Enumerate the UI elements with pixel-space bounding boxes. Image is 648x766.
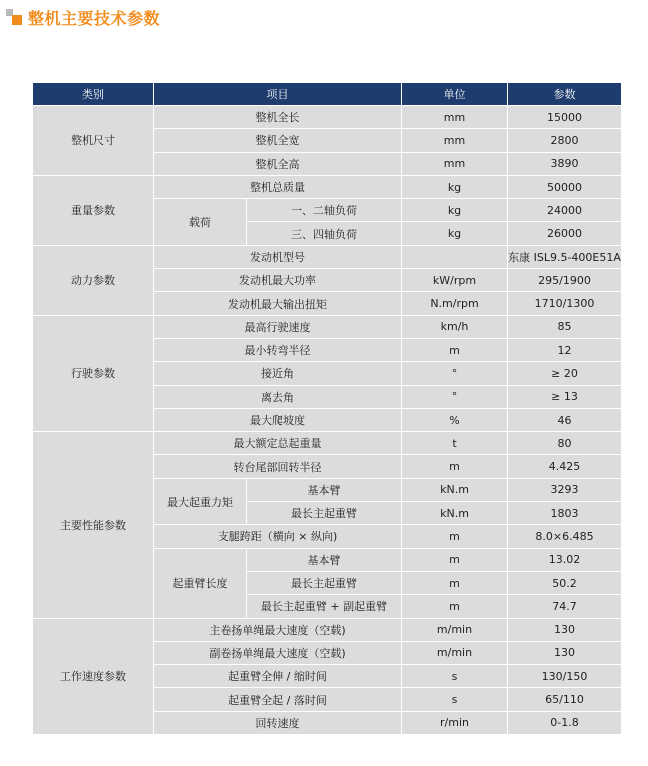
unit-cell: m [402,548,508,571]
item-cell: 整机全高 [154,152,402,175]
table-row [33,618,622,641]
unit-cell: kN.m [402,502,508,525]
item-cell: 最小转弯半径 [154,338,402,361]
unit-cell: kg [402,175,508,198]
page-title [6,6,160,28]
category-cell: 行驶参数 [33,315,154,431]
item-cell: 发动机最大输出扭矩 [154,292,402,315]
value-cell: 3293 [508,478,622,501]
value-cell: 80 [508,432,622,455]
item-cell: 支腿跨距（横向 × 纵向) [154,525,402,548]
item-cell: 最长主起重臂 [247,571,402,594]
item-cell: 回转速度 [154,711,402,734]
value-cell: 8.0×6.485 [508,525,622,548]
subgroup-cell: 载荷 [154,199,247,246]
category-cell: 重量参数 [33,175,154,245]
header-value: 参数 [508,83,622,106]
value-cell: 130 [508,641,622,664]
value-cell: 130 [508,618,622,641]
table-row [33,106,622,129]
unit-cell: s [402,688,508,711]
page-title-text: 整机主要技术参数 [28,8,161,28]
item-cell: 发动机型号 [154,245,402,268]
unit-cell: kN.m [402,478,508,501]
header-category: 类别 [33,83,154,106]
header-item: 项目 [154,83,402,106]
unit-cell: m [402,338,508,361]
unit-cell: mm [402,152,508,175]
value-cell: 65/110 [508,688,622,711]
unit-cell: m [402,525,508,548]
item-cell: 最长主起重臂 [247,502,402,525]
category-cell: 整机尺寸 [33,106,154,176]
value-cell: 50.2 [508,571,622,594]
unit-cell: r/min [402,711,508,734]
table-row [33,315,622,338]
value-cell: 295/1900 [508,269,622,292]
unit-cell: mm [402,106,508,129]
item-cell: 接近角 [154,362,402,385]
table-header-row [33,83,622,106]
header-unit: 单位 [402,83,508,106]
subgroup-cell: 最大起重力矩 [154,478,247,525]
value-cell: 130/150 [508,665,622,688]
item-cell: 最大爬坡度 [154,408,402,431]
title-bullet-icon [6,9,24,25]
value-cell: 74.7 [508,595,622,618]
value-cell: 50000 [508,175,622,198]
item-cell: 离去角 [154,385,402,408]
item-cell: 整机全宽 [154,129,402,152]
unit-cell: t [402,432,508,455]
item-cell: 转台尾部回转半径 [154,455,402,478]
item-cell: 主卷扬单绳最大速度（空载) [154,618,402,641]
unit-cell: kg [402,222,508,245]
unit-cell: m [402,595,508,618]
unit-cell: kg [402,199,508,222]
value-cell: 东康 ISL9.5-400E51A [508,245,622,268]
value-cell: 1710/1300 [508,292,622,315]
value-cell: 13.02 [508,548,622,571]
item-cell: 起重臂全伸 / 缩时间 [154,665,402,688]
value-cell: ≥ 13 [508,385,622,408]
item-cell: 最长主起重臂 + 副起重臂 [247,595,402,618]
item-cell: 基本臂 [247,478,402,501]
unit-cell: m/min [402,641,508,664]
value-cell: 85 [508,315,622,338]
unit-cell: ° [402,362,508,385]
item-cell: 整机全长 [154,106,402,129]
spec-table [32,82,622,735]
item-cell: 三、四轴负荷 [247,222,402,245]
table-row [33,175,622,198]
item-cell: 最高行驶速度 [154,315,402,338]
unit-cell [402,245,508,268]
unit-cell: ° [402,385,508,408]
value-cell: 4.425 [508,455,622,478]
unit-cell: s [402,665,508,688]
item-cell: 起重臂全起 / 落时间 [154,688,402,711]
unit-cell: m [402,571,508,594]
table-row [33,245,622,268]
item-cell: 发动机最大功率 [154,269,402,292]
unit-cell: mm [402,129,508,152]
item-cell: 基本臂 [247,548,402,571]
unit-cell: m/min [402,618,508,641]
value-cell: ≥ 20 [508,362,622,385]
value-cell: 12 [508,338,622,361]
item-cell: 一、二轴负荷 [247,199,402,222]
item-cell: 最大额定总起重量 [154,432,402,455]
category-cell: 工作速度参数 [33,618,154,734]
unit-cell: % [402,408,508,431]
unit-cell: km/h [402,315,508,338]
value-cell: 0-1.8 [508,711,622,734]
value-cell: 3890 [508,152,622,175]
category-cell: 动力参数 [33,245,154,315]
value-cell: 46 [508,408,622,431]
unit-cell: N.m/rpm [402,292,508,315]
category-cell: 主要性能参数 [33,432,154,618]
unit-cell: kW/rpm [402,269,508,292]
unit-cell: m [402,455,508,478]
value-cell: 26000 [508,222,622,245]
value-cell: 24000 [508,199,622,222]
item-cell: 整机总质量 [154,175,402,198]
value-cell: 15000 [508,106,622,129]
item-cell: 副卷扬单绳最大速度（空载) [154,641,402,664]
table-row [33,432,622,455]
subgroup-cell: 起重臂长度 [154,548,247,618]
value-cell: 1803 [508,502,622,525]
value-cell: 2800 [508,129,622,152]
